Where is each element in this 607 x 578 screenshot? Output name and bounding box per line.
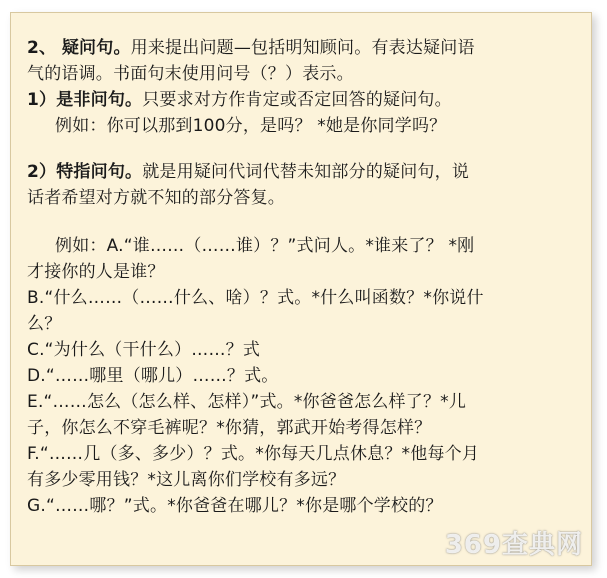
- subsection-1-heading: 1）是非问句。: [27, 90, 143, 110]
- example-f-line1: F.“……几（多、多少）？式。*你每天几点休息？*他每个月: [27, 444, 480, 464]
- example-b-line1: B.“什么……（……什么、啥）？式。*什么叫函数？*你说什: [27, 288, 484, 308]
- section-definition-line1: [27, 35, 583, 61]
- example-c-line1: C.“为什么（干什么）……？式: [27, 340, 261, 360]
- section-title: 疑问句。: [61, 38, 131, 58]
- example-e-line1: E.“……怎么（怎么样、怎样）”式。*你爸爸怎么样了？*儿: [27, 392, 467, 412]
- example-b-line2: 么？: [27, 314, 62, 334]
- subsection-1-definition: 只要求对方作肯定或否定回答的疑问句。: [142, 90, 452, 110]
- subsection-1-example: 例如：你可以那到100分，是吗？ *她是你同学吗？: [55, 116, 447, 136]
- subsection-2-definition-2: 话者希望对方就不知的部分答复。: [27, 188, 285, 208]
- example-d-line1: D.“……哪里（哪儿）……？式。: [27, 366, 279, 386]
- example-f-line2: 有多少零用钱？*这儿离你们学校有多远？: [27, 470, 346, 490]
- site-watermark: 369查典网: [444, 530, 583, 560]
- subsection-2-heading: 2）特指问句。: [27, 162, 143, 182]
- document-card: [10, 12, 592, 566]
- section-def-text-1: 用来提出问题—包括明知顾问。有表达疑问语: [130, 38, 475, 58]
- spacer: [27, 139, 583, 159]
- subsection-2-definition-1: 就是用疑问代词代替未知部分的疑问句，说: [142, 162, 470, 182]
- example-a-line1: 例如：A.“谁……（……谁）？”式问人。*谁来了？ *刚: [55, 236, 475, 256]
- subsection-1: [27, 87, 583, 113]
- example-g-line1: G.“……哪？”式。*你爸爸在哪儿？*你是哪个学校的？: [27, 496, 443, 516]
- example-a-line2: 才接你的人是谁？: [27, 262, 165, 282]
- section-definition-line2: 气的语调。书面句末使用问号（？）表示。: [27, 64, 354, 84]
- subsection-2: [27, 159, 583, 185]
- example-e-line2: 子，你怎么不穿毛裤呢？*你猜，郭武开始考得怎样？: [27, 418, 432, 438]
- document-body: [27, 35, 583, 519]
- spacer: [27, 211, 583, 233]
- section-number: 2、: [27, 38, 57, 58]
